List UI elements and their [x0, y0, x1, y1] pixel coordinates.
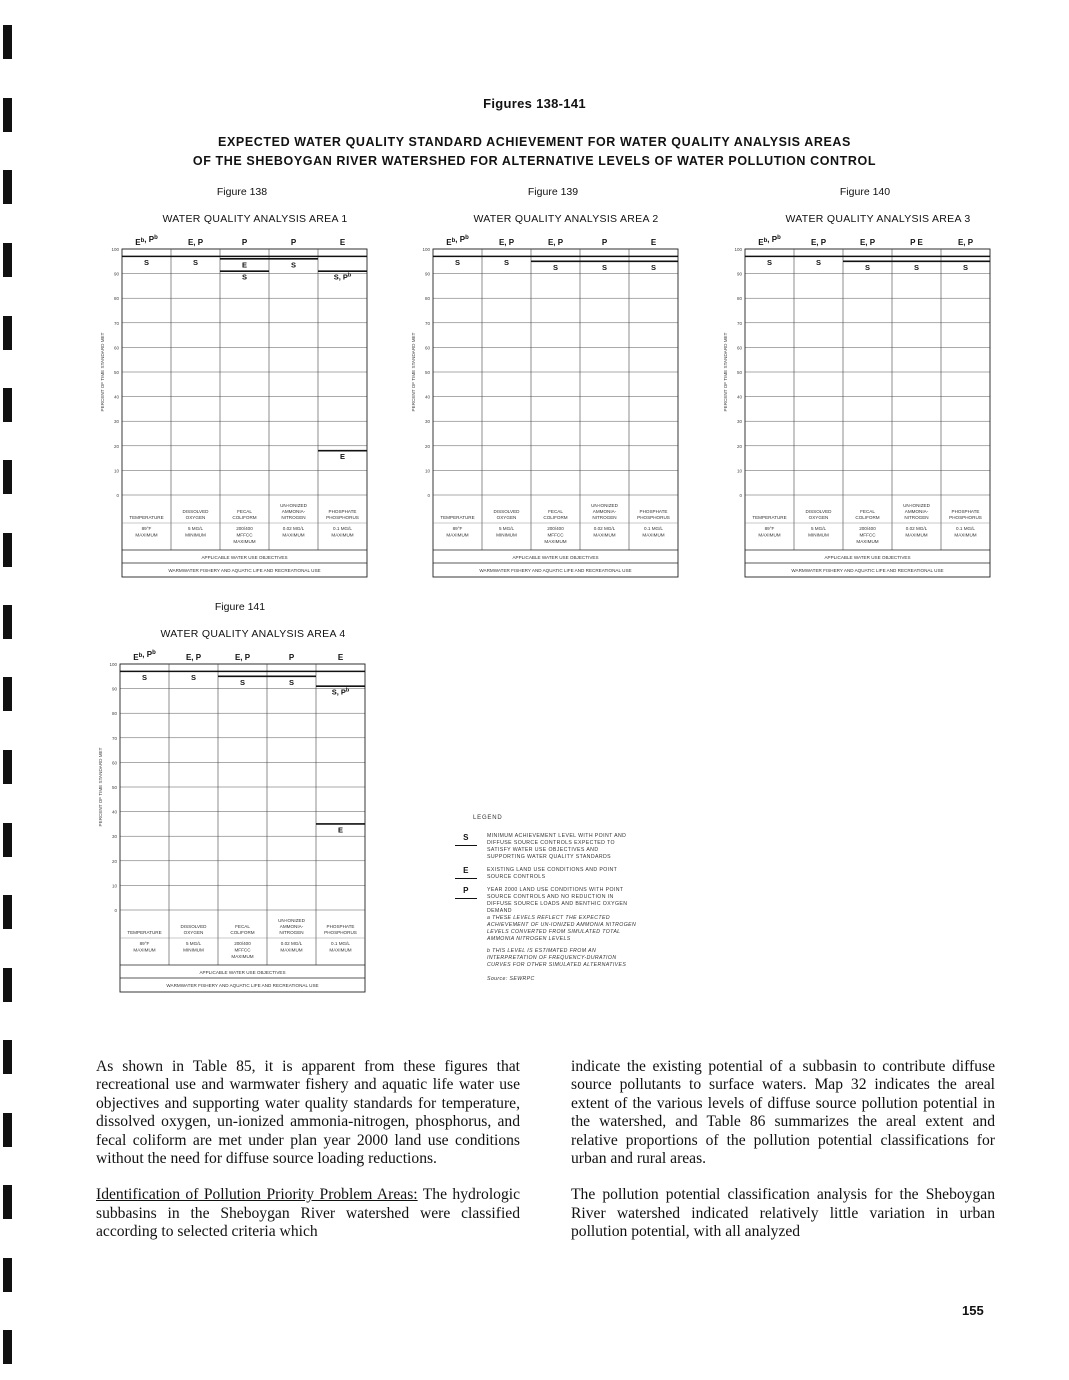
body-paragraph: The pollution potential classification analysis for the Sheboygan River watershed indicated relatively little variation in urban pollution potential, with all analyzed	[571, 1186, 995, 1241]
category-label: UN-IONIZED	[278, 918, 305, 923]
body-paragraph: As shown in Table 85, it is apparent from these figures that recreational use and warmwater fishery and aquatic life water use objectives and supporting water quality standards for temperature, dissolved oxygen, un-ionized ammonia-nitrogen, phosphorus, and fecal coliform are met under plan year 2000 land use conditions without the need for diffuse source loading reductions.	[96, 1058, 520, 1168]
column-top-label: $E^b$, $P^b$	[758, 235, 781, 247]
y-tick-label: 0	[427, 493, 430, 498]
achievement-level-label: S	[913, 262, 920, 272]
y-tick-label: 70	[736, 320, 742, 326]
achievement-level-label: E	[337, 825, 344, 835]
binder-hole	[3, 388, 12, 422]
achievement-level-label: S	[241, 272, 248, 282]
category-label: UN-IONIZED	[591, 503, 618, 508]
category-label: PHOSPHORUS	[326, 515, 359, 520]
binder-hole	[3, 1330, 12, 1364]
category-label: COLIFORM	[855, 515, 880, 520]
standard-label: 5 MG/L	[185, 941, 202, 946]
y-axis-label: PERCENT OF TIME STANDARD MET	[98, 747, 103, 827]
achievement-level-label: S	[766, 257, 773, 267]
figure-label: Figure 141	[214, 601, 266, 613]
binder-hole	[3, 895, 12, 929]
y-tick-label: 40	[736, 394, 742, 400]
category-label: FECAL	[235, 924, 250, 929]
standard-label: 89°F	[452, 526, 463, 531]
binder-hole	[3, 968, 12, 1002]
achievement-level-label: S	[192, 257, 199, 267]
legend-symbol-p: P	[455, 886, 477, 899]
y-tick-label: 10	[424, 468, 430, 474]
y-tick-label: 60	[736, 345, 742, 351]
achievement-level-label: S	[815, 257, 822, 267]
objectives-label: APPLICABLE WATER USE OBJECTIVES	[824, 555, 911, 560]
y-tick-label: 100	[734, 247, 742, 252]
standard-label: 200/400	[234, 941, 251, 946]
y-tick-label: 100	[109, 662, 117, 667]
use-label: WARMWATER FISHERY AND AQUATIC LIFE AND RECREATIONAL USE	[168, 568, 321, 573]
standard-label: 0.1 MG/L	[331, 941, 350, 946]
legend-source: Source: SEWRPC	[487, 976, 535, 982]
category-label: OXYGEN	[496, 515, 517, 520]
figures-heading: Figures 138-141	[483, 96, 586, 111]
column-top-label: E, P	[187, 238, 204, 247]
standard-label: 200/400	[547, 526, 564, 531]
y-tick-label: 0	[114, 908, 117, 913]
binder-hole	[3, 1040, 12, 1074]
category-label: UN-IONIZED	[280, 503, 307, 508]
binder-hole	[3, 1113, 12, 1147]
column-top-label: $E^b$, $P^b$	[446, 235, 469, 247]
standard-label: 0.02 MG/L	[905, 526, 928, 531]
y-tick-label: 70	[424, 320, 430, 326]
category-label: NITROGEN	[279, 930, 304, 935]
standard-label: MINIMUM	[185, 532, 206, 538]
standard-label: MAXIMUM	[135, 532, 158, 538]
use-label: WARMWATER FISHERY AND AQUATIC LIFE AND RECREATIONAL USE	[791, 568, 944, 573]
standard-label: MAXIMUM	[544, 539, 567, 544]
y-tick-label: 80	[113, 296, 119, 302]
y-tick-label: 40	[111, 809, 117, 815]
standard-label: MAXIMUM	[280, 947, 303, 953]
objectives-label: APPLICABLE WATER USE OBJECTIVES	[199, 970, 286, 975]
binder-hole	[3, 1258, 12, 1292]
y-tick-label: 80	[424, 296, 430, 302]
figure-label: Figure 140	[839, 186, 891, 198]
binder-hole	[3, 170, 12, 204]
standard-label: MINIMUM	[183, 947, 204, 953]
achievement-level-label: S	[503, 257, 510, 267]
achievement-level-label: S	[650, 262, 657, 272]
achievement-level-label: S	[143, 257, 150, 267]
column-top-label: E	[337, 653, 344, 662]
binder-hole	[3, 460, 12, 494]
category-label: COLIFORM	[232, 515, 257, 520]
standard-label: 0.02 MG/L	[282, 526, 305, 531]
standard-label: MFFCC	[234, 947, 251, 953]
standard-label: 200/400	[859, 526, 876, 531]
column-top-label: E, P	[547, 238, 564, 247]
standard-label: MAXIMUM	[133, 947, 156, 953]
column-top-label: E, P	[859, 238, 876, 247]
y-tick-label: 30	[736, 419, 742, 425]
achievement-level-label: S	[190, 672, 197, 682]
standard-label: MAXIMUM	[446, 532, 469, 538]
standard-label: 5 MG/L	[810, 526, 827, 531]
binder-hole	[3, 605, 12, 639]
achievement-chart	[98, 641, 400, 1001]
achievement-chart	[411, 226, 713, 586]
standard-label: 5 MG/L	[187, 526, 204, 531]
standard-label: MAXIMUM	[231, 954, 254, 959]
y-axis-label: PERCENT OF TIME STANDARD MET	[723, 332, 728, 412]
y-tick-label: 10	[736, 468, 742, 474]
category-label: DISSOLVED	[493, 509, 520, 514]
category-label: PHOSPHATE	[639, 509, 668, 514]
use-label: WARMWATER FISHERY AND AQUATIC LIFE AND RECREATIONAL USE	[166, 983, 319, 988]
achievement-level-label: S	[290, 260, 297, 270]
area-title: WATER QUALITY ANALYSIS AREA 3	[785, 213, 971, 225]
y-tick-label: 90	[113, 271, 119, 277]
category-label: PHOSPHORUS	[949, 515, 982, 520]
binder-hole	[3, 677, 12, 711]
category-label: TEMPERATURE	[752, 515, 787, 520]
standard-label: MAXIMUM	[642, 532, 665, 538]
body-paragraph	[96, 1186, 520, 1241]
category-label: DISSOLVED	[182, 509, 209, 514]
achievement-level-label: S	[601, 262, 608, 272]
body-text-run: The hydrologic subbasins in the Sheboygan River watershed were classified according to selected criteria which	[96, 1186, 520, 1241]
y-tick-label: 70	[111, 735, 117, 741]
body-column-right	[571, 1058, 995, 1260]
standard-label: MAXIMUM	[954, 532, 977, 538]
y-tick-label: 70	[113, 320, 119, 326]
y-tick-label: 50	[736, 370, 742, 375]
legend-text-s: MINIMUM ACHIEVEMENT LEVEL WITH POINT AND DIFFUSE SOURCE CONTROLS EXPECTED TO SATISFY WATER USE OBJECTIVES AND SUPPORTING WATER QUALITY STANDARDS	[487, 833, 627, 860]
section-heading: Identification of Pollution Priority Problem Areas:	[96, 1186, 418, 1204]
standard-label: 0.1 MG/L	[644, 526, 663, 531]
y-tick-label: 0	[116, 493, 119, 498]
standard-label: 0.1 MG/L	[333, 526, 352, 531]
category-label: PHOSPHORUS	[324, 930, 357, 935]
body-column-left	[96, 1058, 520, 1260]
achievement-level-label: S	[454, 257, 461, 267]
category-label: AMMONIA-	[279, 924, 304, 929]
objectives-label: APPLICABLE WATER USE OBJECTIVES	[512, 555, 599, 560]
category-label: FECAL	[237, 509, 252, 514]
standard-label: MFFCC	[859, 532, 876, 538]
standard-label: MAXIMUM	[233, 539, 256, 544]
category-label: AMMONIA-	[904, 509, 929, 514]
standard-label: MAXIMUM	[329, 947, 352, 953]
achievement-chart	[100, 226, 402, 586]
page-title-line-2: OF THE SHEBOYGAN RIVER WATERSHED FOR ALTERNATIVE LEVELS OF WATER POLLUTION CONTROL	[192, 154, 877, 168]
achievement-level-label: S	[864, 262, 871, 272]
y-tick-label: 40	[424, 394, 430, 400]
category-label: DISSOLVED	[180, 924, 207, 929]
standard-label: MAXIMUM	[905, 532, 928, 538]
column-top-label: P	[241, 238, 248, 247]
standard-label: 89°F	[139, 941, 150, 946]
achievement-level-label: S, $P^b$	[331, 687, 350, 697]
category-label: AMMONIA-	[281, 509, 306, 514]
y-tick-label: 40	[113, 394, 119, 400]
category-label: TEMPERATURE	[129, 515, 164, 520]
standard-label: MINIMUM	[496, 532, 517, 538]
binder-hole	[3, 533, 12, 567]
figure-label: Figure 139	[527, 186, 579, 198]
achievement-level-label: S	[288, 677, 295, 687]
binder-hole	[3, 750, 12, 784]
achievement-level-label: E	[241, 260, 248, 270]
category-label: TEMPERATURE	[127, 930, 162, 935]
area-title: WATER QUALITY ANALYSIS AREA 1	[162, 213, 348, 225]
column-top-label: $E^b$, $P^b$	[133, 650, 156, 662]
category-label: FECAL	[548, 509, 563, 514]
standard-label: MAXIMUM	[758, 532, 781, 538]
standard-label: 0.1 MG/L	[956, 526, 975, 531]
y-tick-label: 50	[113, 370, 119, 375]
binder-hole	[3, 243, 12, 277]
standard-label: MAXIMUM	[856, 539, 879, 544]
category-label: FECAL	[860, 509, 875, 514]
column-top-label: E	[339, 238, 346, 247]
category-label: NITROGEN	[592, 515, 617, 520]
y-tick-label: 30	[424, 419, 430, 425]
legend-footnote-b: b THIS LEVEL IS ESTIMATED FROM AN INTERPRETATION OF FREQUENCY-DURATION CURVES FOR OTHER SIMULATED ALTERNATIVES	[487, 948, 627, 968]
y-tick-label: 60	[424, 345, 430, 351]
y-tick-label: 80	[111, 711, 117, 717]
y-tick-label: 60	[113, 345, 119, 351]
page-number: 155	[962, 1303, 984, 1318]
standard-label: 5 MG/L	[498, 526, 515, 531]
y-tick-label: 20	[111, 858, 117, 864]
binder-hole	[3, 25, 12, 59]
category-label: PHOSPHATE	[328, 509, 357, 514]
category-label: OXYGEN	[808, 515, 829, 520]
standard-label: MFFCC	[236, 532, 253, 538]
achievement-level-label: S	[239, 677, 246, 687]
y-tick-label: 20	[113, 443, 119, 449]
column-top-label: P	[290, 238, 297, 247]
area-title: WATER QUALITY ANALYSIS AREA 2	[473, 213, 659, 225]
category-label: TEMPERATURE	[440, 515, 475, 520]
legend-text-e: EXISTING LAND USE CONDITIONS AND POINT SOURCE CONTROLS	[487, 867, 618, 880]
y-tick-label: 90	[111, 686, 117, 692]
y-tick-label: 50	[111, 785, 117, 790]
body-paragraph: indicate the existing potential of a subbasin to contribute diffuse source pollutants to surface waters. Map 32 indicates the areal extent of the various levels of diffuse source pollution potential in the watershed, and Table 86 summarizes the areal extent and relative proportions of the pollution potential classifications for urban and rural areas.	[571, 1058, 995, 1168]
category-label: UN-IONIZED	[903, 503, 930, 508]
category-label: COLIFORM	[230, 930, 255, 935]
column-top-label: E, P	[957, 238, 974, 247]
y-tick-label: 10	[111, 883, 117, 889]
legend-title: LEGEND	[473, 815, 503, 821]
legend-symbol-s: S	[455, 833, 477, 846]
y-tick-label: 10	[113, 468, 119, 474]
use-label: WARMWATER FISHERY AND AQUATIC LIFE AND RECREATIONAL USE	[479, 568, 632, 573]
column-top-label: E, P	[234, 653, 251, 662]
category-label: PHOSPHATE	[326, 924, 355, 929]
y-tick-label: 20	[424, 443, 430, 449]
category-label: DISSOLVED	[805, 509, 832, 514]
achievement-chart	[723, 226, 1025, 586]
standard-label: MAXIMUM	[282, 532, 305, 538]
category-label: COLIFORM	[543, 515, 568, 520]
y-tick-label: 80	[736, 296, 742, 302]
standard-label: 89°F	[764, 526, 775, 531]
binder-hole	[3, 316, 12, 350]
legend-text-p: YEAR 2000 LAND USE CONDITIONS WITH POINT SOURCE CONTROLS AND NO REDUCTION IN DIFFUSE SOURCE LOADS AND BENTHIC OXYGEN DEMAND	[487, 887, 628, 914]
category-label: PHOSPHATE	[951, 509, 980, 514]
standard-label: MFFCC	[547, 532, 564, 538]
legend-symbol-e: E	[455, 866, 477, 879]
column-top-label: E, P	[498, 238, 515, 247]
standard-label: 89°F	[141, 526, 152, 531]
standard-label: 0.02 MG/L	[593, 526, 616, 531]
category-label: PHOSPHORUS	[637, 515, 670, 520]
category-label: OXYGEN	[185, 515, 206, 520]
y-tick-label: 90	[736, 271, 742, 277]
area-title: WATER QUALITY ANALYSIS AREA 4	[160, 628, 346, 640]
achievement-level-label: S	[962, 262, 969, 272]
standard-label: 200/400	[236, 526, 253, 531]
standard-label: 0.02 MG/L	[280, 941, 303, 946]
standard-label: MAXIMUM	[593, 532, 616, 538]
y-axis-label: PERCENT OF TIME STANDARD MET	[411, 332, 416, 412]
y-tick-label: 100	[111, 247, 119, 252]
y-tick-label: 0	[739, 493, 742, 498]
standard-label: MAXIMUM	[331, 532, 354, 538]
y-tick-label: 20	[736, 443, 742, 449]
y-tick-label: 30	[113, 419, 119, 425]
y-axis-label: PERCENT OF TIME STANDARD MET	[100, 332, 105, 412]
achievement-level-label: E	[339, 452, 346, 462]
column-top-label: E	[650, 238, 657, 247]
y-tick-label: 90	[424, 271, 430, 277]
category-label: AMMONIA-	[592, 509, 617, 514]
y-tick-label: 100	[422, 247, 430, 252]
y-tick-label: 60	[111, 760, 117, 766]
achievement-level-label: S	[141, 672, 148, 682]
page-title-line-1: EXPECTED WATER QUALITY STANDARD ACHIEVEMENT FOR WATER QUALITY ANALYSIS AREAS	[218, 135, 851, 149]
binder-hole	[3, 823, 12, 857]
figure-label: Figure 138	[216, 186, 268, 198]
objectives-label: APPLICABLE WATER USE OBJECTIVES	[201, 555, 288, 560]
category-label: OXYGEN	[183, 930, 204, 935]
binder-hole	[3, 1185, 12, 1219]
legend-footnote-a: a THESE LEVELS REFLECT THE EXPECTED ACHIEVEMENT OF UN-IONIZED AMMONIA NITROGEN LEVELS CONVERTED FROM SIMULATED TOTAL AMMONIA NITROGEN LEVELS	[487, 915, 637, 942]
achievement-level-label: S	[552, 262, 559, 272]
y-tick-label: 50	[424, 370, 430, 375]
column-top-label: P E	[910, 238, 923, 247]
column-top-label: E, P	[810, 238, 827, 247]
column-top-label: $E^b$, $P^b$	[135, 235, 158, 247]
column-top-label: P	[601, 238, 608, 247]
standard-label: MINIMUM	[808, 532, 829, 538]
category-label: NITROGEN	[904, 515, 929, 520]
y-tick-label: 30	[111, 834, 117, 840]
column-top-label: P	[288, 653, 295, 662]
category-label: NITROGEN	[281, 515, 306, 520]
column-top-label: E, P	[185, 653, 202, 662]
achievement-level-label: S, $P^b$	[333, 272, 352, 282]
